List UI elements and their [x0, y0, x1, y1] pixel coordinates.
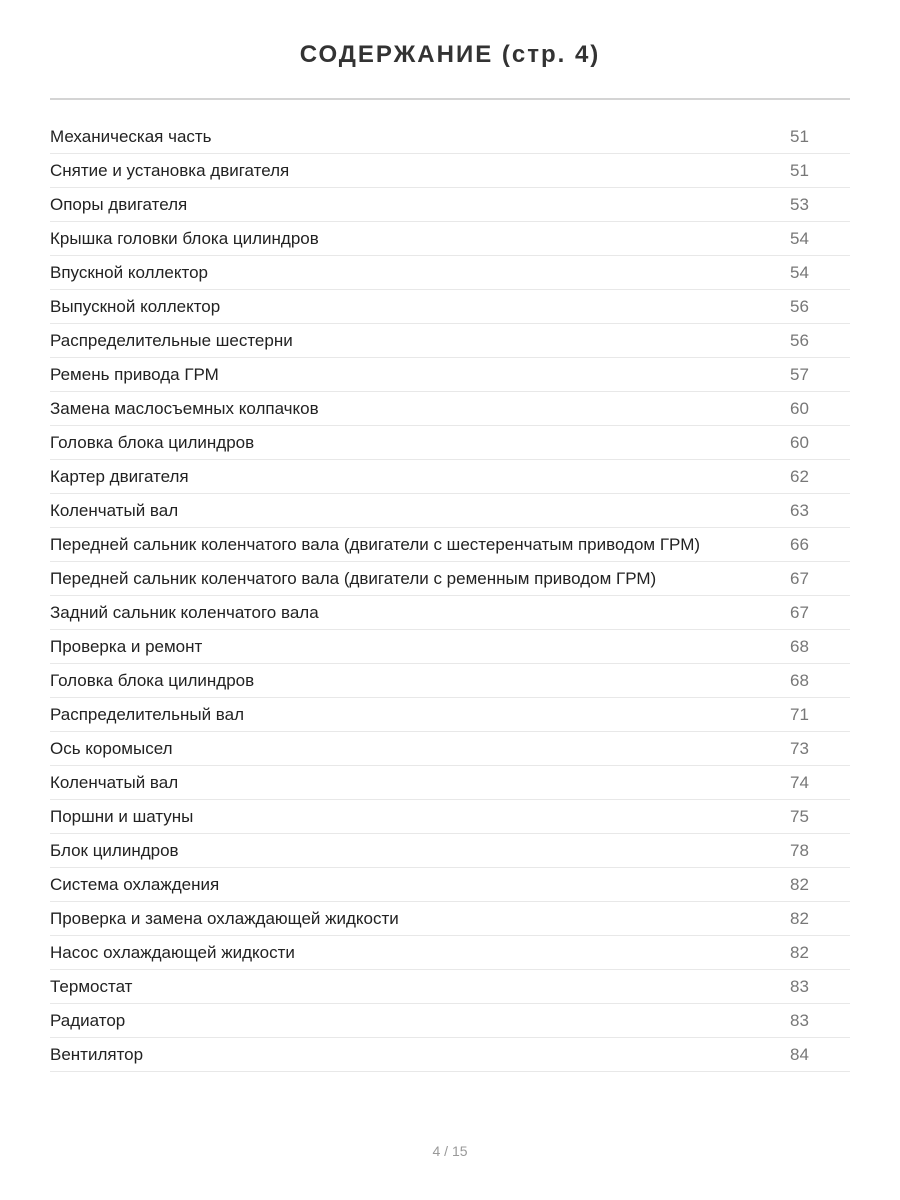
toc-entry[interactable]: [50, 460, 850, 494]
toc-entry[interactable]: [50, 698, 850, 732]
toc-entry-title: Коленчатый вал: [50, 772, 179, 792]
toc-entry-title: Ось коромысел: [50, 738, 173, 758]
toc-entry-page-number: 71: [790, 704, 809, 724]
toc-entry-page-number: 84: [790, 1044, 809, 1064]
toc-entry-title: Система охлаждения: [50, 874, 220, 894]
toc-entry[interactable]: [50, 426, 850, 460]
toc-entry-title: Проверка и ремонт: [50, 636, 203, 656]
toc-entry-title: Механическая часть: [50, 126, 212, 146]
toc-entry-page-number: 82: [790, 908, 809, 928]
toc-entry-title: Насос охлаждающей жидкости: [50, 942, 295, 962]
toc-entry[interactable]: [50, 1004, 850, 1038]
toc-entry[interactable]: [50, 358, 850, 392]
toc-entry[interactable]: [50, 222, 850, 256]
toc-entry-page-number: 78: [790, 840, 809, 860]
toc-entry[interactable]: [50, 324, 850, 358]
toc-entry-page-number: 68: [790, 636, 809, 656]
toc-entry-title: Передней сальник коленчатого вала (двигатели с ременным приводом ГРМ): [50, 568, 657, 588]
toc-entry-page-number: 53: [790, 194, 809, 214]
toc-entry-title: Выпускной коллектор: [50, 296, 221, 316]
toc-entry[interactable]: [50, 392, 850, 426]
toc-entry[interactable]: [50, 970, 850, 1004]
toc-entry-page-number: 66: [790, 534, 809, 554]
toc-entry-title: Головка блока цилиндров: [50, 432, 255, 452]
toc-entry-title: Поршни и шатуны: [50, 806, 194, 826]
toc-entry-page-number: 62: [790, 466, 809, 486]
toc-entry-page-number: 51: [790, 160, 809, 180]
toc-entry[interactable]: [50, 562, 850, 596]
toc-entry-page-number: 60: [790, 398, 809, 418]
toc-entry[interactable]: [50, 256, 850, 290]
toc-entry-page-number: 68: [790, 670, 809, 690]
toc-entry[interactable]: [50, 902, 850, 936]
toc-entry[interactable]: [50, 868, 850, 902]
toc-entry-title: Блок цилиндров: [50, 840, 179, 860]
toc-entry-page-number: 56: [790, 296, 809, 316]
toc-entry-title: Коленчатый вал: [50, 500, 179, 520]
toc-entry-title: Снятие и установка двигателя: [50, 160, 290, 180]
toc-entry-page-number: 67: [790, 602, 809, 622]
toc-entry-page-number: 56: [790, 330, 809, 350]
title-divider: [50, 98, 850, 100]
toc-entry-title: Термостат: [50, 976, 133, 996]
toc-entry[interactable]: [50, 766, 850, 800]
page-title: СОДЕРЖАНИЕ (стр. 4): [299, 41, 601, 68]
toc-entry[interactable]: [50, 936, 850, 970]
toc-entry-page-number: 83: [790, 1010, 809, 1030]
toc-entry[interactable]: [50, 732, 850, 766]
toc-entry-page-number: 54: [790, 262, 809, 282]
toc-entry[interactable]: [50, 494, 850, 528]
toc-entry[interactable]: [50, 290, 850, 324]
toc-entry[interactable]: [50, 528, 850, 562]
toc-entry-title: Вентилятор: [50, 1044, 144, 1064]
toc-entry[interactable]: [50, 596, 850, 630]
toc-entry-title: Радиатор: [50, 1010, 126, 1030]
toc-entry-page-number: 83: [790, 976, 809, 996]
toc-entry[interactable]: [50, 834, 850, 868]
toc-entry-title: Головка блока цилиндров: [50, 670, 255, 690]
toc-entry-title: Замена маслосъемных колпачков: [50, 398, 319, 418]
toc-entry[interactable]: [50, 154, 850, 188]
toc-entry-page-number: 75: [790, 806, 809, 826]
toc-entry-title: Впускной коллектор: [50, 262, 208, 282]
toc-entry-title: Передней сальник коленчатого вала (двигатели с шестеренчатым приводом ГРМ): [50, 534, 701, 554]
toc-entry-page-number: 73: [790, 738, 809, 758]
toc-entry-page-number: 82: [790, 874, 809, 894]
toc-entry-page-number: 60: [790, 432, 809, 452]
toc-entry-title: Ремень привода ГРМ: [50, 364, 219, 384]
toc-entry[interactable]: [50, 664, 850, 698]
table-of-contents: [50, 120, 850, 1072]
toc-entry-title: Крышка головки блока цилиндров: [50, 228, 319, 248]
toc-entry-page-number: 67: [790, 568, 809, 588]
toc-entry-page-number: 74: [790, 772, 809, 792]
toc-entry[interactable]: [50, 630, 850, 664]
toc-entry-title: Задний сальник коленчатого вала: [50, 602, 319, 622]
toc-entry[interactable]: [50, 120, 850, 154]
toc-entry-page-number: 63: [790, 500, 809, 520]
toc-entry[interactable]: [50, 188, 850, 222]
page-indicator: 4 / 15: [432, 1143, 468, 1159]
toc-entry-page-number: 54: [790, 228, 809, 248]
toc-entry-page-number: 57: [790, 364, 809, 384]
toc-entry-page-number: 51: [790, 126, 809, 146]
toc-entry-title: Проверка и замена охлаждающей жидкости: [50, 908, 399, 928]
toc-entry-title: Картер двигателя: [50, 466, 189, 486]
toc-entry-title: Опоры двигателя: [50, 194, 188, 214]
toc-entry-title: Распределительный вал: [50, 704, 244, 724]
toc-entry-page-number: 82: [790, 942, 809, 962]
toc-entry[interactable]: [50, 1038, 850, 1072]
toc-entry-title: Распределительные шестерни: [50, 330, 293, 350]
toc-entry[interactable]: [50, 800, 850, 834]
